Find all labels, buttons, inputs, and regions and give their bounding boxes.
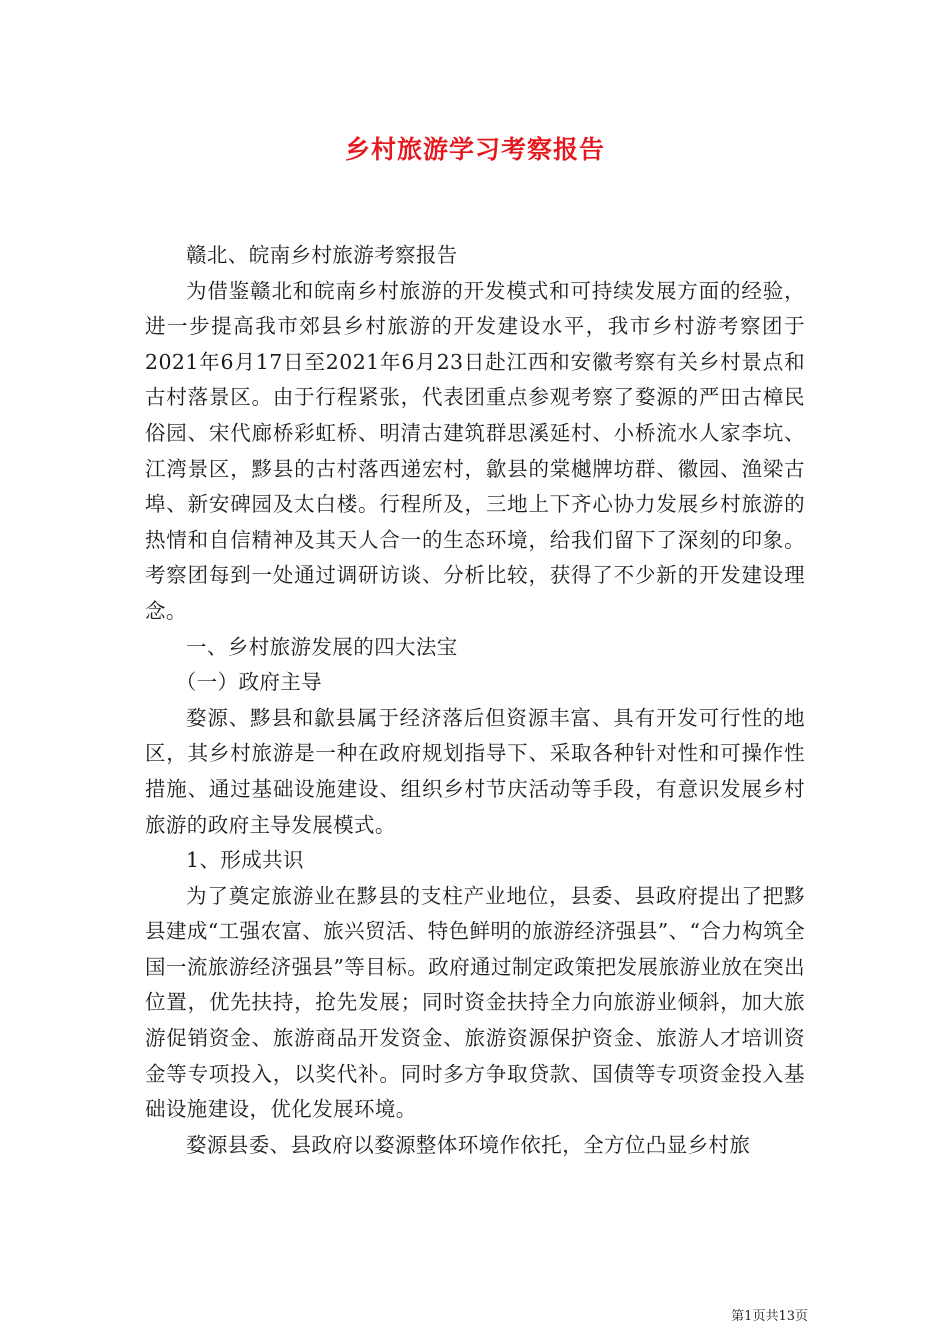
document-title: 乡村旅游学习考察报告 xyxy=(344,135,605,164)
item-heading: 1、形成共识 xyxy=(186,848,304,873)
paragraph-wuyuan: 婺源县委、县政府以婺源整体环境作依托，全方位凸显乡村旅 xyxy=(186,1132,751,1157)
paragraph-consensus: 为了奠定旅游业在黟县的支柱产业地位，县委、县政府提出了把黟县建成“工强农富、旅兴贸活、特色鲜明的旅游经济强县”、“合力构筑全国一流旅游经济强县”等目标。政府通过制定政策把发展旅游业放在突出位置，优先扶持，抢先发展；同时资金扶持全力向旅游业倾斜，加大旅游促销资金、旅游商品开发资金、旅游资源保护资金、旅游人才培训资金等专项投入，以奖代补。同时多方争取贷款、国债等专项资金投入基础设施建设，优化发展环境。 xyxy=(145,883,805,1122)
subsection-heading: （一）政府主导 xyxy=(175,670,323,695)
document-body xyxy=(145,238,805,1163)
paragraph-intro: 为借鉴赣北和皖南乡村旅游的开发模式和可持续发展方面的经验，进一步提高我市郊县乡村旅游的开发建设水平，我市乡村游考察团于2021年6月17日至2021年6月23日赴江西和安徽考察有关乡村景点和古村落景区。由于行程紧张，代表团重点参观考察了婺源的严田古樟民俗园、宋代廊桥彩虹桥、明清古建筑群思溪延村、小桥流水人家李坑、江湾景区，黟县的古村落西递宏村，歙县的棠樾牌坊群、徽园、渔梁古埠、新安碑园及太白楼。行程所及，三地上下齐心协力发展乡村旅游的热情和自信精神及其天人合一的生态环境，给我们留下了深刻的印象。考察团每到一处通过调研访谈、分析比较，获得了不少新的开发建设理念。 xyxy=(145,278,805,623)
paragraph-government-led: 婺源、黟县和歙县属于经济落后但资源丰富、具有开发可行性的地区，其乡村旅游是一种在政府规划指导下、采取各种针对性和可操作性措施、通过基础设施建设、组织乡村节庆活动等手段，有意识发展乡村旅游的政府主导发展模式。 xyxy=(145,705,805,837)
paragraph-subtitle: 赣北、皖南乡村旅游考察报告 xyxy=(186,243,458,267)
page-number: 第1页共13页 xyxy=(731,1309,808,1324)
section-heading: 一、乡村旅游发展的四大法宝 xyxy=(186,634,458,659)
